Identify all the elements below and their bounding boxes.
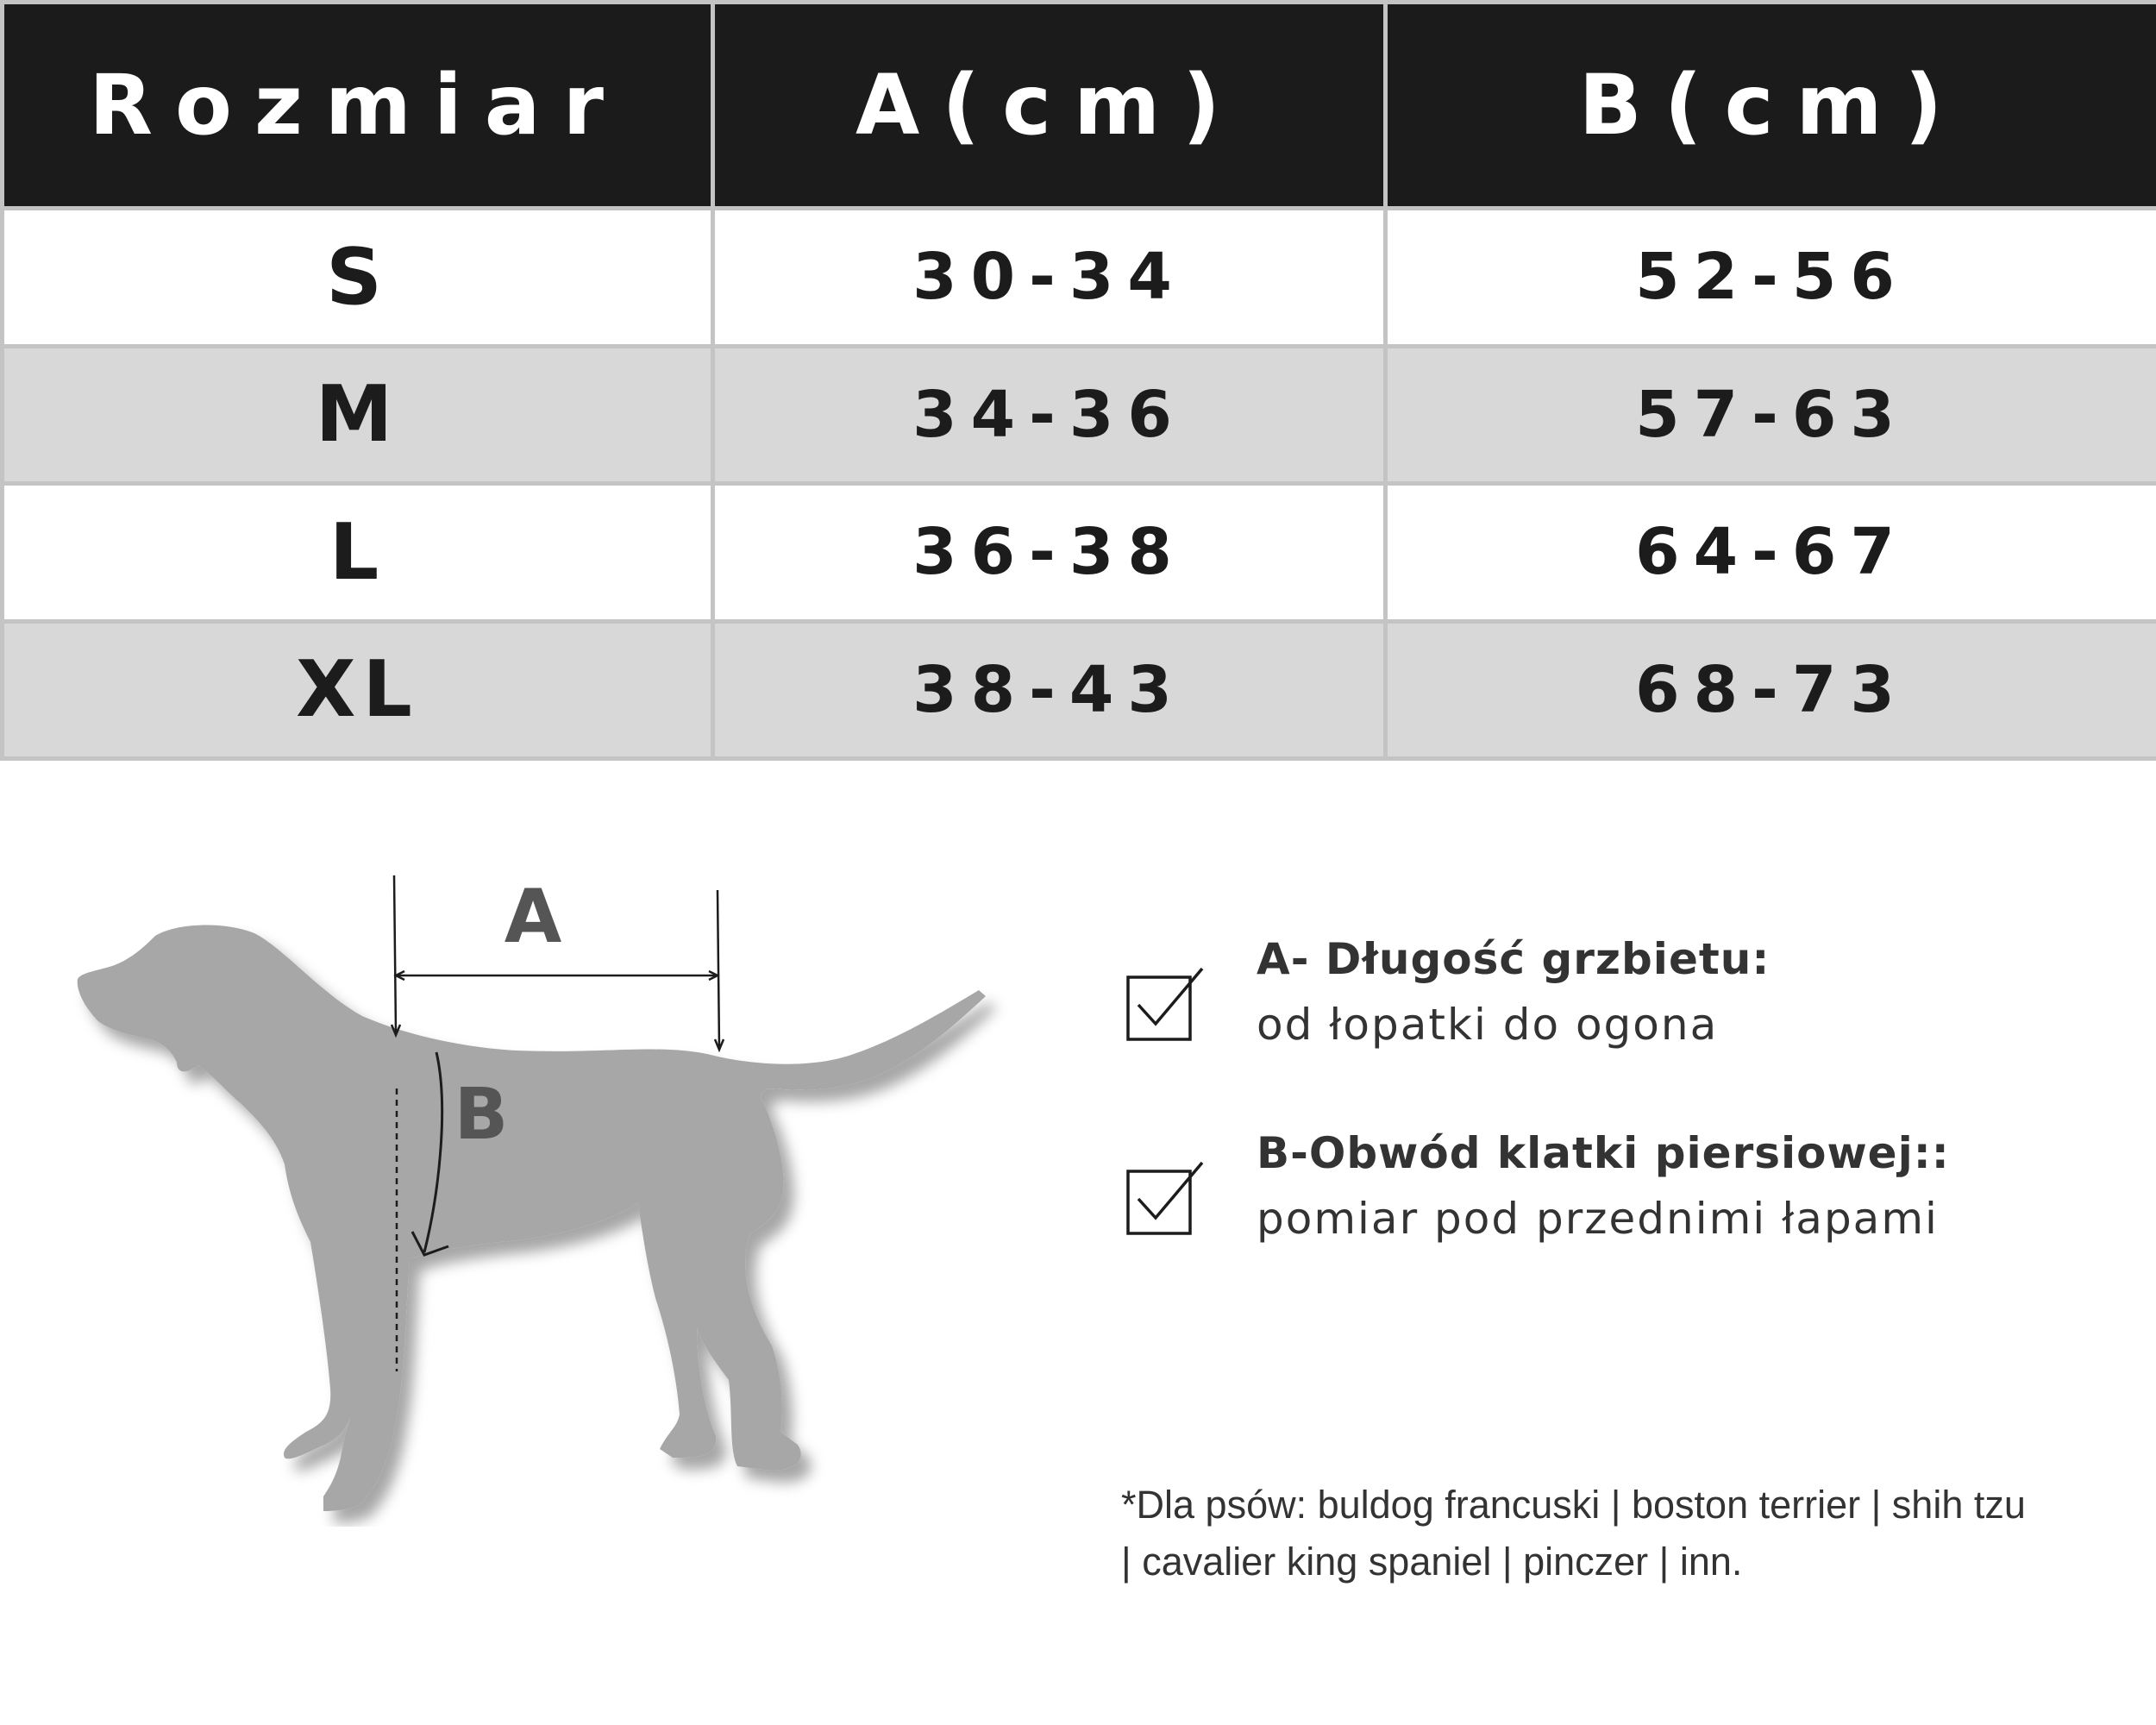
header-row — [3, 3, 2156, 209]
header-size: Rozmiar — [3, 3, 713, 209]
a-cell: 36-38 — [713, 484, 1386, 622]
size-cell: XL — [3, 621, 713, 759]
size-cell: M — [3, 346, 713, 484]
a-cell: 30-34 — [713, 209, 1386, 347]
header-a: A(cm) — [713, 3, 1386, 209]
b-cell: 68-73 — [1386, 621, 2156, 759]
size-table — [0, 0, 2156, 761]
legend-description: od łopatki do ogona — [1257, 1000, 1719, 1050]
a-cell: 34-36 — [713, 346, 1386, 484]
legend-text — [1257, 927, 1770, 1058]
header-b: B(cm) — [1386, 3, 2156, 209]
b-cell: 52-56 — [1386, 209, 2156, 347]
dimension-b-label: B — [454, 1074, 509, 1156]
dog-silhouette-icon — [78, 925, 986, 1511]
footnote: *Dla psów: buldog francuski | boston terrier | shih tzu | cavalier king spaniel | pinczer | inn. — [1121, 1483, 2026, 1584]
legend-title: B-Obwód klatki piersiowej:: — [1257, 1128, 1950, 1178]
legend-description: pomiar pod przednimi łapami — [1257, 1194, 1939, 1244]
b-cell: 57-63 — [1386, 346, 2156, 484]
table-row — [3, 621, 2156, 759]
checkbox-checked-icon — [1121, 1156, 1207, 1242]
table-row — [3, 209, 2156, 347]
dimension-a-label: A — [504, 874, 562, 960]
b-cell: 64-67 — [1386, 484, 2156, 622]
dog-measurement-diagram — [52, 854, 1018, 1527]
size-cell: L — [3, 484, 713, 622]
legend-text — [1257, 1121, 1950, 1252]
table-row — [3, 484, 2156, 622]
legend-title: A- Długość grzbietu: — [1257, 934, 1771, 984]
a-cell: 38-43 — [713, 621, 1386, 759]
size-cell: S — [3, 209, 713, 347]
checkbox-checked-icon — [1121, 962, 1207, 1048]
table-row — [3, 346, 2156, 484]
